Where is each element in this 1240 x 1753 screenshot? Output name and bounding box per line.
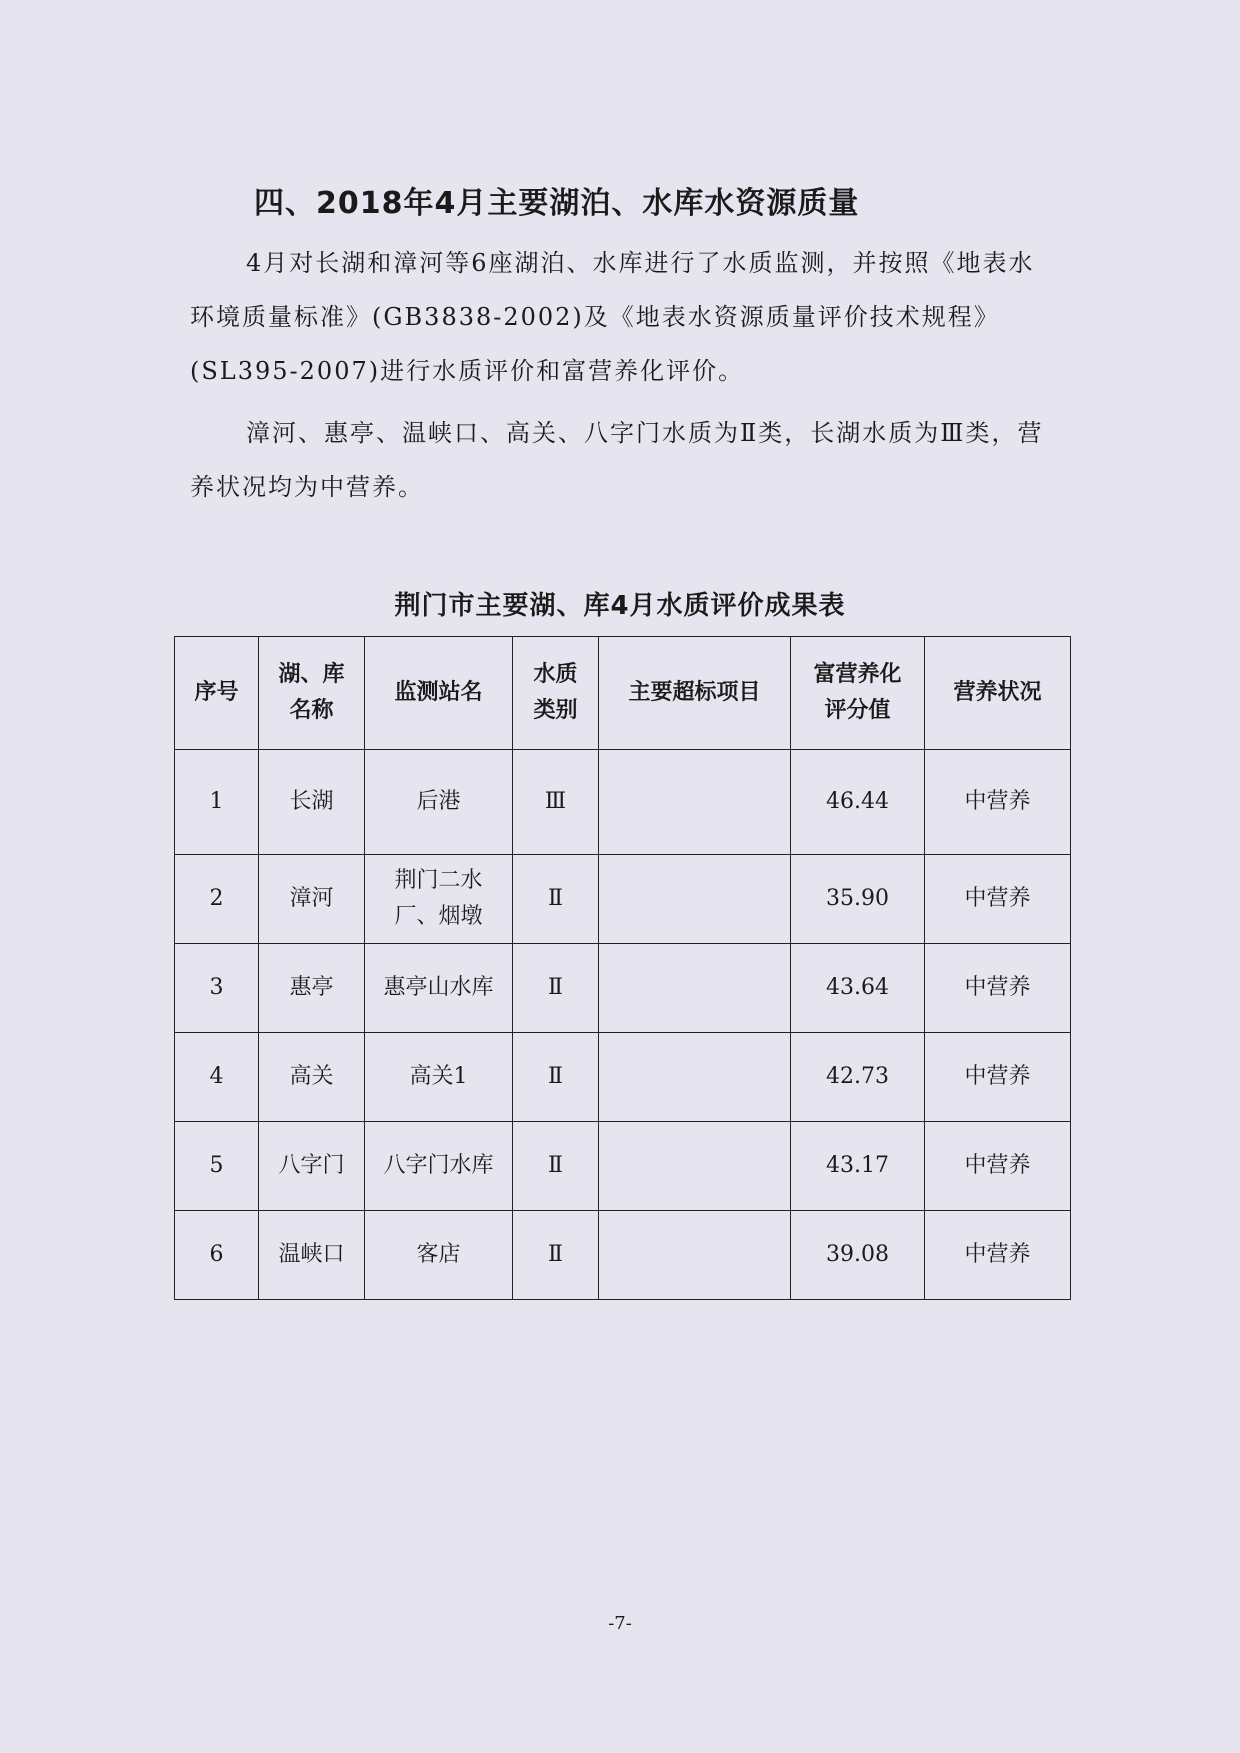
cell-name: 长湖 <box>259 750 365 855</box>
cell-class: Ⅱ <box>513 855 599 944</box>
cell-name: 温峡口 <box>259 1211 365 1300</box>
cell-class: Ⅱ <box>513 1122 599 1211</box>
header-status: 营养状况 <box>925 637 1071 750</box>
header-name: 湖、库 名称 <box>259 637 365 750</box>
cell-exceed <box>599 1033 791 1122</box>
table-row <box>175 1211 1071 1300</box>
cell-score: 42.73 <box>791 1033 925 1122</box>
cell-name: 惠亭 <box>259 944 365 1033</box>
table-row <box>175 855 1071 944</box>
cell-score: 46.44 <box>791 750 925 855</box>
header-no: 序号 <box>175 637 259 750</box>
cell-status: 中营养 <box>925 1211 1071 1300</box>
cell-class: Ⅱ <box>513 1211 599 1300</box>
cell-station: 惠亭山水库 <box>365 944 513 1033</box>
cell-score: 43.64 <box>791 944 925 1033</box>
cell-no: 2 <box>175 855 259 944</box>
page-number: -7- <box>608 1613 632 1634</box>
cell-class: Ⅲ <box>513 750 599 855</box>
table-title: 荆门市主要湖、库4月水质评价成果表 <box>394 591 846 621</box>
cell-station: 客店 <box>365 1211 513 1300</box>
cell-score: 39.08 <box>791 1211 925 1300</box>
header-exceed: 主要超标项目 <box>599 637 791 750</box>
paragraph-results: 漳河、惠亭、温峡口、高关、八字门水质为Ⅱ类，长湖水质为Ⅲ类，营养状况均为中营养。 <box>190 419 1044 501</box>
cell-status: 中营养 <box>925 1122 1071 1211</box>
cell-no: 6 <box>175 1211 259 1300</box>
table-header-row <box>175 637 1071 750</box>
header-class: 水质 类别 <box>513 637 599 750</box>
cell-no: 3 <box>175 944 259 1033</box>
cell-no: 5 <box>175 1122 259 1211</box>
table-row <box>175 1033 1071 1122</box>
cell-name: 八字门 <box>259 1122 365 1211</box>
cell-status: 中营养 <box>925 750 1071 855</box>
cell-station: 后港 <box>365 750 513 855</box>
cell-class: Ⅱ <box>513 944 599 1033</box>
cell-station: 荆门二水 厂、烟墩 <box>365 855 513 944</box>
section-heading: 四、2018年4月主要湖泊、水库水资源质量 <box>254 186 860 221</box>
cell-name: 漳河 <box>259 855 365 944</box>
cell-status: 中营养 <box>925 1033 1071 1122</box>
cell-name: 高关 <box>259 1033 365 1122</box>
cell-exceed <box>599 1211 791 1300</box>
cell-score: 43.17 <box>791 1122 925 1211</box>
cell-no: 4 <box>175 1033 259 1122</box>
water-quality-table <box>174 636 1071 1300</box>
cell-station: 高关1 <box>365 1033 513 1122</box>
table-row <box>175 750 1071 855</box>
table-row <box>175 944 1071 1033</box>
cell-no: 1 <box>175 750 259 855</box>
cell-score: 35.90 <box>791 855 925 944</box>
header-score: 富营养化 评分值 <box>791 637 925 750</box>
cell-status: 中营养 <box>925 855 1071 944</box>
cell-station: 八字门水库 <box>365 1122 513 1211</box>
cell-status: 中营养 <box>925 944 1071 1033</box>
cell-exceed <box>599 944 791 1033</box>
table-row <box>175 1122 1071 1211</box>
cell-exceed <box>599 750 791 855</box>
paragraph-monitoring: 4月对长湖和漳河等6座湖泊、水库进行了水质监测，并按照《地表水环境质量标准》(GB3838-2002)及《地表水资源质量评价技术规程》(SL395-2007)进行水质评价和富营养化评价。 <box>190 249 1035 385</box>
cell-exceed <box>599 1122 791 1211</box>
cell-exceed <box>599 855 791 944</box>
header-station: 监测站名 <box>365 637 513 750</box>
cell-class: Ⅱ <box>513 1033 599 1122</box>
